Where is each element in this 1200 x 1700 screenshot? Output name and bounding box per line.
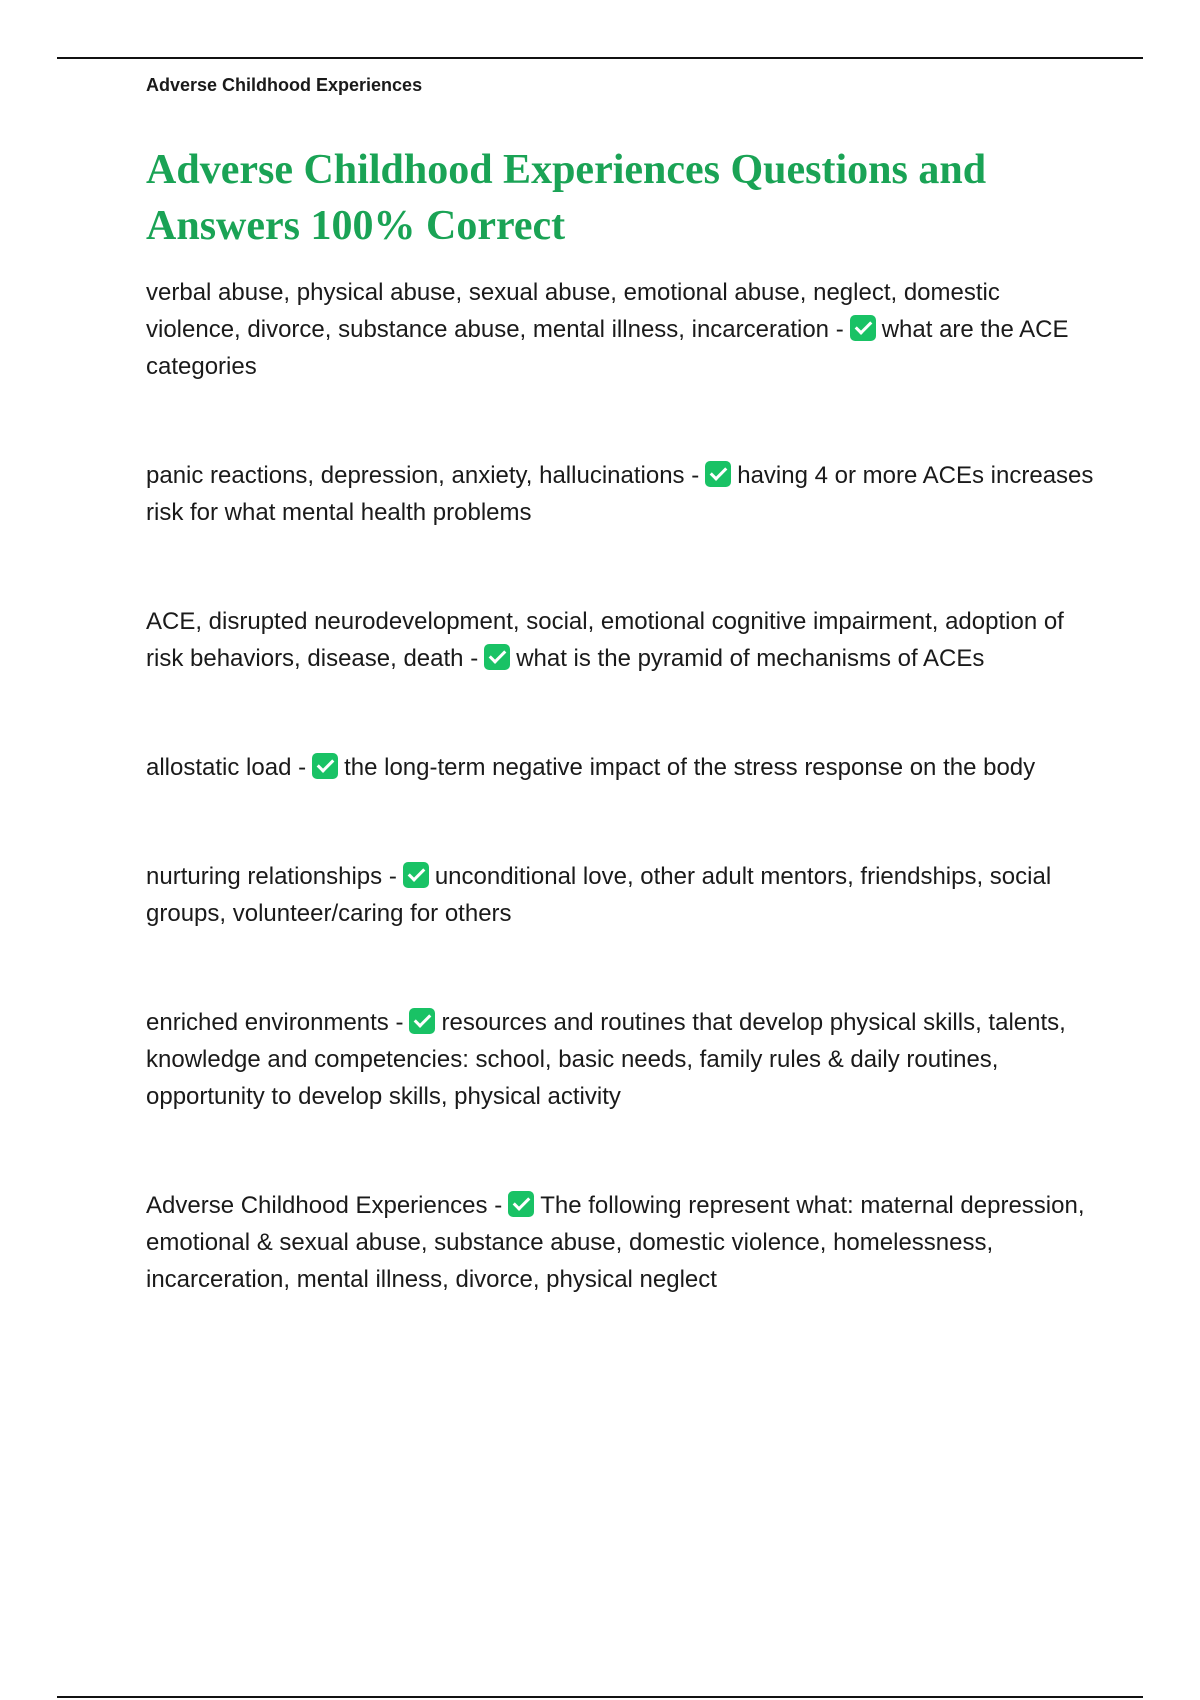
qa-question: unconditional love, other adult mentors, friendships, social groups, volunteer/caring for others xyxy=(146,863,1052,927)
bottom-rule xyxy=(57,1696,1143,1698)
qa-item xyxy=(146,457,1096,531)
check-box-icon xyxy=(409,1008,435,1034)
qa-answer: Adverse Childhood Experiences xyxy=(146,1192,488,1219)
qa-separator: - xyxy=(470,645,479,672)
qa-question: having 4 or more ACEs increases risk for what mental health problems xyxy=(146,462,1094,526)
qa-item xyxy=(146,1187,1096,1298)
qa-question: the long-term negative impact of the stress response on the body xyxy=(344,754,1036,781)
qa-separator: - xyxy=(388,863,397,890)
qa-question: what are the ACE categories xyxy=(146,316,1069,380)
check-box-icon xyxy=(850,315,876,341)
check-box-icon xyxy=(312,753,338,779)
check-box-icon xyxy=(484,644,510,670)
qa-item xyxy=(146,1004,1096,1115)
qa-answer: verbal abuse, physical abuse, sexual abuse, emotional abuse, neglect, domestic violence, divorce, substance abuse, mental illness, incarceration xyxy=(146,279,1000,343)
qa-item xyxy=(146,603,1096,677)
qa-item xyxy=(146,274,1096,385)
running-header: Adverse Childhood Experiences xyxy=(146,75,423,95)
qa-answer: nurturing relationships xyxy=(146,863,383,890)
qa-question: what is the pyramid of mechanisms of ACEs xyxy=(516,645,985,672)
qa-answer: ACE, disrupted neurodevelopment, social, emotional cognitive impairment, adoption of risk behaviors, disease, death xyxy=(146,608,1064,672)
qa-separator: - xyxy=(691,462,700,489)
qa-question: The following represent what: maternal depression, emotional & sexual abuse, substance abuse, domestic violence, homelessness, incarceration, mental illness, divorce, physical neglect xyxy=(146,1192,1085,1293)
qa-question: resources and routines that develop physical skills, talents, knowledge and competencies: school, basic needs, family rules & daily routines, opportunity to develop skills, physical activity xyxy=(146,1009,1066,1110)
top-rule xyxy=(57,57,1143,59)
qa-separator: - xyxy=(494,1192,503,1219)
document-body xyxy=(146,142,1096,1298)
qa-separator: - xyxy=(395,1009,404,1036)
qa-item xyxy=(146,858,1096,932)
qa-answer: allostatic load xyxy=(146,754,292,781)
qa-list xyxy=(146,274,1096,1298)
qa-separator: - xyxy=(835,316,844,343)
qa-answer: panic reactions, depression, anxiety, hallucinations xyxy=(146,462,685,489)
document-title: Adverse Childhood Experiences Questions and Answers 100% Correct xyxy=(146,147,987,249)
qa-item xyxy=(146,749,1096,786)
check-box-icon xyxy=(508,1191,534,1217)
check-box-icon xyxy=(403,862,429,888)
qa-answer: enriched environments xyxy=(146,1009,389,1036)
check-box-icon xyxy=(705,461,731,487)
qa-separator: - xyxy=(298,754,307,781)
